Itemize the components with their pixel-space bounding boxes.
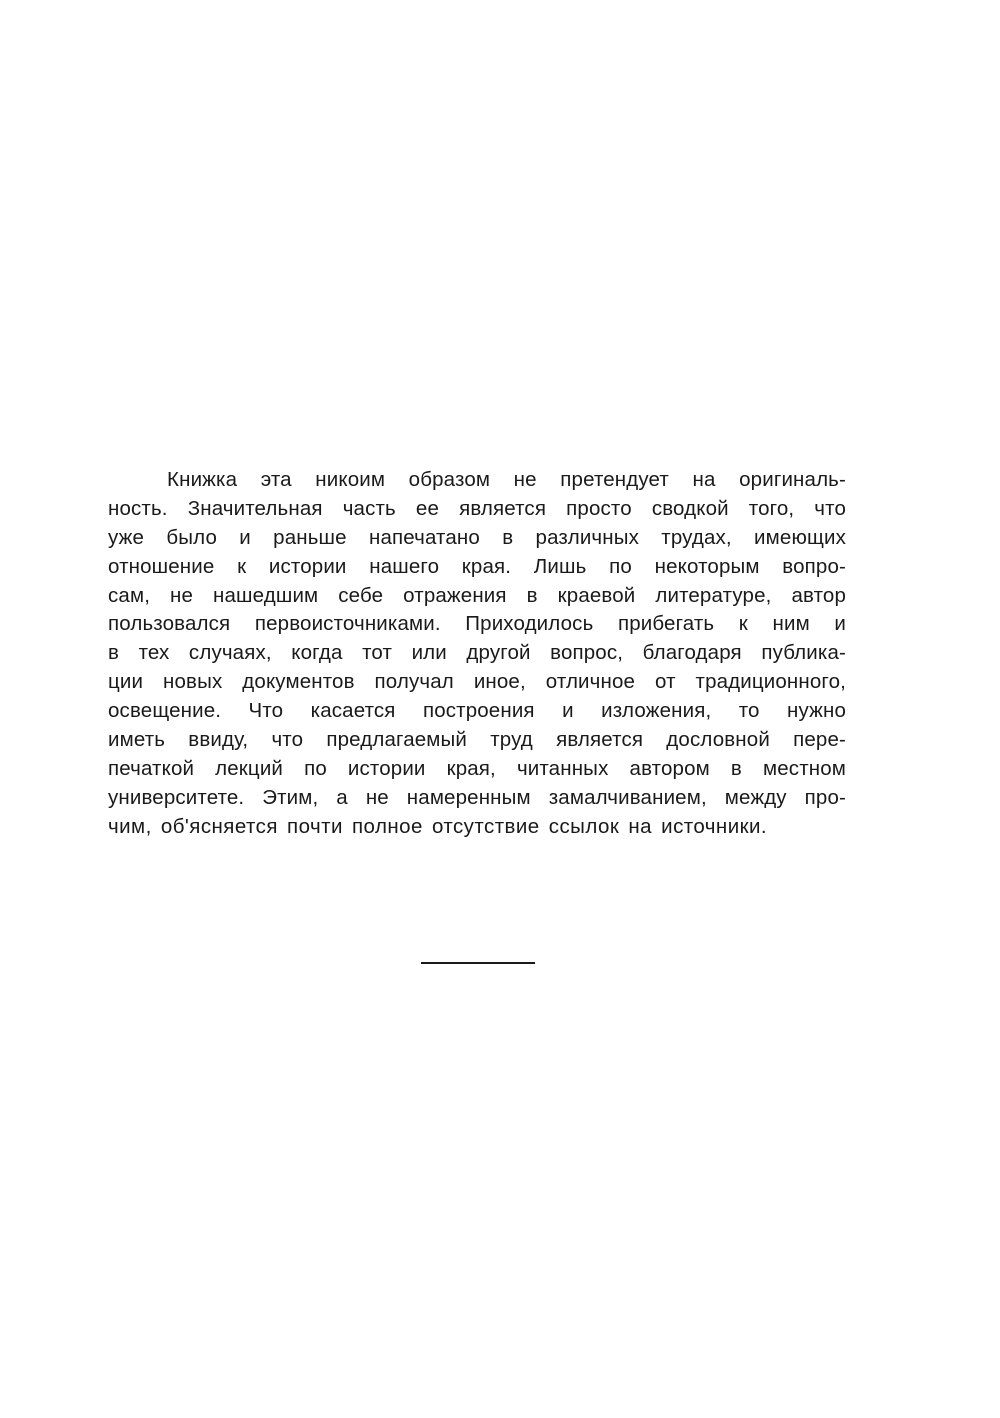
- text-line: пользовался первоисточниками. Приходилось прибегать к ним и: [108, 612, 846, 636]
- preface-paragraph: [108, 466, 846, 842]
- text-line: освещение. Что касается построения и изложения, то нужно: [108, 699, 846, 723]
- text-line: в тех случаях, когда тот или другой вопрос, благодаря публика-: [108, 641, 846, 665]
- text-line: университете. Этим, а не намеренным замалчиванием, между про-: [108, 785, 846, 809]
- text-line: отношение к истории нашего края. Лишь по некоторым вопро-: [108, 554, 846, 578]
- section-divider: [421, 962, 535, 964]
- text-line: ции новых документов получал иное, отличное от традиционного,: [108, 670, 846, 694]
- text-line: Книжка эта никоим образом не претендует на оригиналь-: [167, 468, 846, 491]
- text-line: сам, не нашедшим себе отражения в краевой литературе, автор: [108, 583, 846, 607]
- text-line: иметь ввиду, что предлагаемый труд является дословной пере-: [108, 728, 846, 752]
- text-line: печаткой лекций по истории края, читанных автором в местном: [108, 756, 846, 780]
- text-line: уже было и раньше напечатано в различных трудах, имеющих: [108, 525, 846, 549]
- text-line: ность. Значительная часть ее является просто сводкой того, что: [108, 496, 846, 520]
- text-line: чим, об'ясняется почти полное отсутствие ссылок на источники.: [108, 814, 768, 838]
